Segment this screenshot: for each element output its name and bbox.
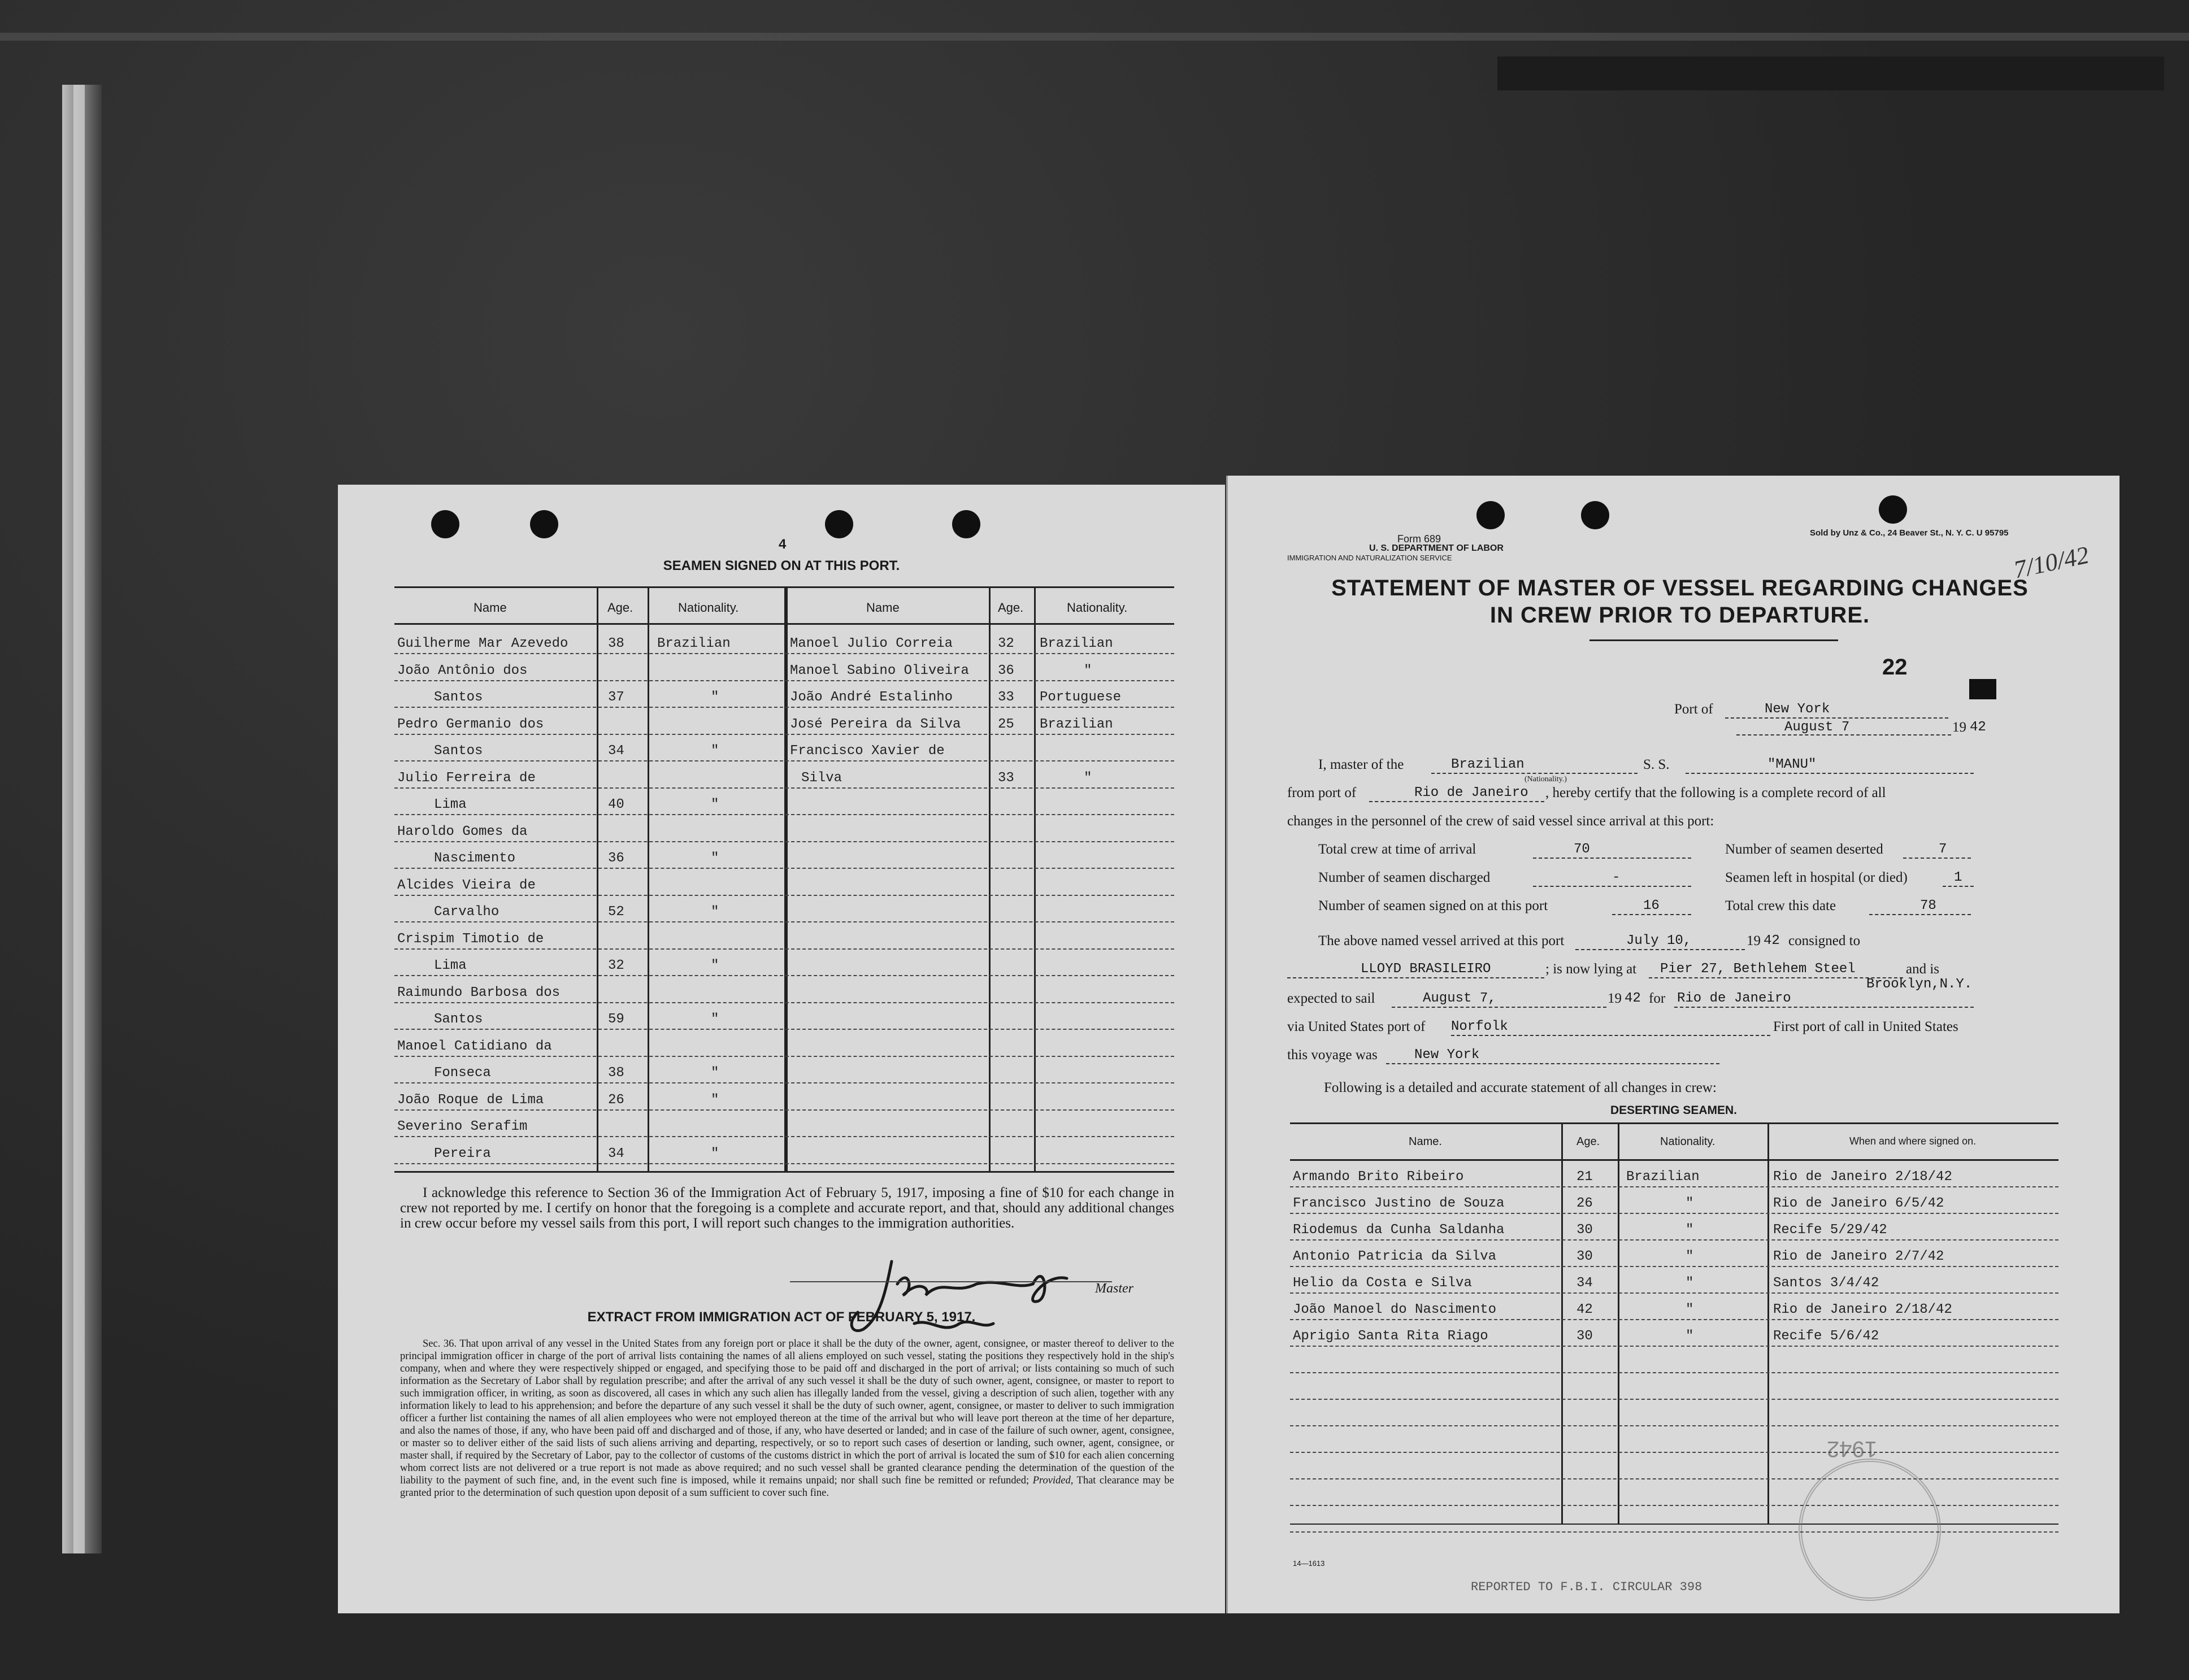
count-underline xyxy=(1903,858,1971,859)
seaman-name: Silva xyxy=(801,770,842,786)
seaman-age: 59 xyxy=(608,1012,624,1027)
row-rule xyxy=(1290,1425,2058,1426)
deserter-age: 42 xyxy=(1576,1302,1593,1317)
expected-underline xyxy=(1392,1007,1606,1008)
consignee-underline xyxy=(1287,977,1544,978)
table-rule xyxy=(394,1171,1174,1173)
stamp-year: 1942 xyxy=(1827,1437,1877,1461)
form-code: 14—1613 xyxy=(1293,1559,1325,1568)
lying-at-label: ; is now lying at xyxy=(1545,961,1637,977)
seaman-nationality: " xyxy=(711,1146,719,1161)
seaman-name: Manoel Sabino Oliveira xyxy=(790,663,969,678)
seaman-age: 40 xyxy=(608,797,624,812)
consignee: LLOYD BRASILEIRO xyxy=(1361,961,1491,977)
discharged-count: - xyxy=(1612,870,1621,885)
via-label: via United States port of xyxy=(1287,1019,1426,1034)
title-line-1: STATEMENT OF MASTER OF VESSEL REGARDING CHANGES xyxy=(1331,576,2029,600)
seaman-age: 32 xyxy=(608,958,624,973)
seaman-nationality: Brazilian xyxy=(657,636,731,651)
seaman-age: 26 xyxy=(608,1092,624,1108)
seaman-name: Guilherme Mar Azevedo xyxy=(397,636,568,651)
port-value: New York xyxy=(1765,702,1830,717)
from-port-label: from port of xyxy=(1287,785,1357,800)
punch-hole xyxy=(431,510,459,538)
table-rule xyxy=(1561,1122,1563,1524)
col-header-nationality: Nationality. xyxy=(1660,1135,1715,1148)
col-header-when-where: When and where signed on. xyxy=(1849,1135,1977,1147)
deserter-nationality: " xyxy=(1686,1276,1694,1291)
from-port-value: Rio de Janeiro xyxy=(1414,785,1528,800)
adjacent-page-highlight xyxy=(73,85,85,1553)
count-underline xyxy=(1533,858,1691,859)
row-rule xyxy=(394,1002,1174,1003)
punch-hole xyxy=(952,510,980,538)
col-header-name: Name xyxy=(474,600,507,615)
left-page xyxy=(338,485,1225,1613)
seaman-nationality: Portuguese xyxy=(1040,690,1122,705)
deserter-nationality: " xyxy=(1686,1222,1694,1238)
row-rule xyxy=(394,895,1174,896)
deserter-name: Helio da Costa e Silva xyxy=(1293,1276,1472,1291)
row-rule xyxy=(1290,1319,2058,1320)
deserter-age: 21 xyxy=(1576,1169,1593,1185)
arrived-year-prefix: 19 xyxy=(1747,933,1761,948)
expected-year: 42 xyxy=(1625,991,1641,1006)
row-rule xyxy=(394,921,1174,922)
port-underline xyxy=(1725,717,1948,719)
row-rule xyxy=(394,680,1174,681)
title-underline xyxy=(1589,639,1838,641)
row-rule xyxy=(394,787,1174,789)
row-rule xyxy=(394,1056,1174,1057)
left-hospital-label: Seamen left in hospital (or died) xyxy=(1725,870,1908,885)
seaman-name: Santos xyxy=(434,1012,483,1027)
seaman-name: João André Estalinho xyxy=(790,690,953,705)
total-crew-arrival: 70 xyxy=(1574,842,1590,857)
seaman-age: 34 xyxy=(608,1146,624,1161)
signed-on-heading: SEAMEN SIGNED ON AT THIS PORT. xyxy=(663,558,900,573)
row-rule xyxy=(394,948,1174,950)
seaman-age: 32 xyxy=(998,636,1014,651)
deserter-name: Riodemus da Cunha Saldanha xyxy=(1293,1222,1505,1238)
table-rule xyxy=(1618,1122,1619,1524)
arrived-year: 42 xyxy=(1764,933,1780,948)
row-rule xyxy=(394,734,1174,735)
master-label: Master xyxy=(1095,1281,1133,1296)
total-crew-date: 78 xyxy=(1920,898,1936,913)
form-title xyxy=(1284,574,2075,629)
deserter-signed-on: Rio de Janeiro 2/18/42 xyxy=(1773,1302,1952,1317)
deserter-name: João Manoel do Nascimento xyxy=(1293,1302,1497,1317)
deserter-name: Aprigio Santa Rita Riago xyxy=(1293,1329,1488,1344)
deserter-signed-on: Recife 5/6/42 xyxy=(1773,1329,1879,1344)
seaman-name: Pereira xyxy=(434,1146,491,1161)
seaman-name: João Roque de Lima xyxy=(397,1092,544,1108)
fbi-reported-stamp: REPORTED TO F.B.I. CIRCULAR 398 xyxy=(1471,1580,1702,1594)
table-rule xyxy=(1290,1524,2058,1525)
row-rule xyxy=(1290,1346,2058,1347)
destination-underline xyxy=(1674,1007,1974,1008)
count-underline xyxy=(1869,914,1971,915)
seaman-name: João Antônio dos xyxy=(397,663,528,678)
via-underline xyxy=(1451,1035,1770,1036)
arrived-value: July 10, xyxy=(1626,933,1692,948)
deserted-count: 7 xyxy=(1939,842,1947,857)
seaman-age: 36 xyxy=(998,663,1014,678)
right-page xyxy=(1226,476,2119,1613)
master-of-label: I, master of the xyxy=(1318,757,1404,772)
row-rule xyxy=(1290,1186,2058,1187)
redaction-mark xyxy=(1969,679,1996,699)
row-rule xyxy=(1290,1531,2058,1533)
department: U. S. DEPARTMENT OF LABOR xyxy=(1369,543,1504,553)
row-rule xyxy=(394,1163,1174,1164)
seaman-name: José Pereira da Silva xyxy=(790,716,961,732)
nationality-underline xyxy=(1431,773,1638,774)
seaman-nationality: " xyxy=(711,743,719,759)
seaman-name: Carvalho xyxy=(434,904,500,920)
seaman-name: Manoel Julio Correia xyxy=(790,636,953,651)
deserter-nationality: " xyxy=(1686,1196,1694,1211)
seaman-name: Fonseca xyxy=(434,1065,491,1081)
following-label: Following is a detailed and accurate statement of all changes in crew: xyxy=(1324,1080,1717,1095)
deserter-age: 30 xyxy=(1576,1249,1593,1264)
this-voyage-underline xyxy=(1386,1063,1719,1064)
row-rule xyxy=(1290,1505,2058,1506)
table-rule xyxy=(1290,1159,2058,1161)
seaman-age: 33 xyxy=(998,770,1014,786)
punch-hole xyxy=(1879,495,1907,524)
col-header-nationality: Nationality. xyxy=(678,600,739,615)
lying-at: Pier 27, Bethlehem Steel xyxy=(1660,961,1856,977)
count-underline xyxy=(1612,914,1691,915)
row-rule xyxy=(394,707,1174,708)
arrived-underline xyxy=(1575,949,1745,950)
form-number: Form 689 xyxy=(1397,533,1441,545)
publisher: Sold by Unz & Co., 24 Beaver St., N. Y. C. U 95795 xyxy=(1810,528,2009,538)
seaman-nationality: Brazilian xyxy=(1040,716,1113,732)
this-voyage-value: New York xyxy=(1414,1047,1480,1063)
consigned-label: consigned to xyxy=(1788,933,1861,948)
from-port-underline xyxy=(1369,801,1544,802)
expected-value: August 7, xyxy=(1423,991,1496,1006)
nationality-value: Brazilian xyxy=(1451,757,1525,772)
row-rule xyxy=(394,653,1174,654)
deserter-nationality: " xyxy=(1686,1302,1694,1317)
extract-text: That upon arrival of any vessel in the United States from any foreign port or place it shall be the duty of the owner, agent, consignee, or master thereof to deliver to the principal immigration officer in charge of the port of arrival lists containing the names of all aliens employed on such vessel, stating the positions they respectively hold in the ship's company, when and where they were respectively shipped or engaged, and specifying those to be paid off and discharged in the port of arrival; or lists containing so much of such information as the Secretary of Labor shall by regulation prescribe; and after the arrival of any such vessel it shall be the duty of such owner, agent, consignee, or master to report to such immigration officer, in writing, as soon as discovered, all cases in which any such alien has illegally landed from the vessel, giving a description of such alien, together with any information likely to lead to his apprehension; and before the departure of any such vessel it shall be the duty of such owner, agent, consignee, or master to deliver to such immigration officer a further list containing the names of all alien employees who were not employed thereon at the time of the arrival but who will leave port thereon at the time of her departure, and also the names of those, if any, who have been paid off and discharged and of those, if any, who have deserted or landed; and in case of the failure of such owner, agent, consignee, or master so to deliver either of the said lists of such aliens arriving and departing, respectively, or so to report such cases of desertion or landing, such owner, agent, consignee, or master shall, if required by the Secretary of Labor, pay to the collector of customs of the customs district in which the port of arrival is located the sum of $10 for each alien concerning whom correct lists are not delivered or a true report is not made as above required; and no such vessel shall be granted clearance pending the determination of the question of the liability to the payment of such fine, and, in the event such fine is imposed, while it remains unpaid; nor shall such fine be remitted or refunded; xyxy=(400,1338,1174,1486)
seaman-name: Crispim Timotio de xyxy=(397,931,544,947)
film-edge-dark xyxy=(1497,56,2164,90)
extract-provided: Provided, xyxy=(1032,1475,1074,1486)
seaman-nationality: " xyxy=(711,1012,719,1027)
col-header-age: Age. xyxy=(1576,1135,1600,1148)
film-edge-strip xyxy=(0,33,2189,41)
seaman-name: Julio Ferreira de xyxy=(397,770,536,786)
row-rule xyxy=(1290,1239,2058,1241)
row-rule xyxy=(1290,1213,2058,1214)
seaman-age: 37 xyxy=(608,690,624,705)
seaman-nationality: " xyxy=(711,958,719,973)
certify-text-2: changes in the personnel of the crew of said vessel since arrival at this port: xyxy=(1287,813,1714,829)
row-rule xyxy=(394,814,1174,815)
punch-hole xyxy=(1476,501,1505,529)
deserter-nationality: " xyxy=(1686,1249,1694,1264)
row-rule xyxy=(394,841,1174,842)
port-label: Port of xyxy=(1674,702,1713,717)
seaman-age: 33 xyxy=(998,690,1014,705)
deserter-signed-on: Rio de Janeiro 2/18/42 xyxy=(1773,1169,1952,1185)
expected-year-prefix: 19 xyxy=(1608,991,1622,1006)
and-is: and is xyxy=(1906,961,1940,977)
for-label: for xyxy=(1649,991,1666,1006)
row-rule xyxy=(1290,1399,2058,1400)
row-rule xyxy=(1290,1292,2058,1294)
lying-at-2: Brooklyn,N.Y. xyxy=(1866,977,1973,992)
seaman-nationality: " xyxy=(711,690,719,705)
seaman-nationality: " xyxy=(711,797,719,812)
title-line-2: IN CREW PRIOR TO DEPARTURE. xyxy=(1489,603,1870,628)
col-header-age: Age. xyxy=(998,600,1024,615)
seaman-name: Lima xyxy=(434,797,467,812)
ss-label: S. S. xyxy=(1643,757,1670,772)
deserter-age: 30 xyxy=(1576,1222,1593,1238)
seaman-nationality: " xyxy=(711,1065,719,1081)
service: IMMIGRATION AND NATURALIZATION SERVICE xyxy=(1287,554,1452,562)
extract-tail: That clearance may be granted prior to the determination of such question upon deposit of a sum sufficient to cover such fine. xyxy=(400,1475,1175,1499)
handwritten-date: 7/10/42 xyxy=(2011,541,2092,584)
via-value: Norfolk xyxy=(1451,1019,1508,1034)
seaman-nationality: " xyxy=(1084,770,1092,786)
total-crew-date-label: Total crew this date xyxy=(1725,898,1836,913)
discharged-label: Number of seamen discharged xyxy=(1318,870,1491,885)
seaman-age: 34 xyxy=(608,743,624,759)
row-rule xyxy=(1290,1266,2058,1267)
deserter-signed-on: Recife 5/29/42 xyxy=(1773,1222,1887,1238)
this-voyage-label: this voyage was xyxy=(1287,1047,1378,1063)
deserter-signed-on: Rio de Janeiro 6/5/42 xyxy=(1773,1196,1944,1211)
seaman-nationality: " xyxy=(711,904,719,920)
page-number: 4 xyxy=(779,537,787,552)
deserter-nationality: " xyxy=(1686,1329,1694,1344)
destination: Rio de Janeiro xyxy=(1677,991,1791,1006)
seaman-nationality: " xyxy=(711,1092,719,1108)
col-header-name: Name xyxy=(866,600,900,615)
seaman-name: Raimundo Barbosa dos xyxy=(397,985,561,1000)
deserter-age: 34 xyxy=(1576,1276,1593,1291)
signed-on-label: Number of seamen signed on at this port xyxy=(1318,898,1548,913)
row-rule xyxy=(394,868,1174,869)
signature-line xyxy=(790,1281,1112,1282)
deserter-name: Armando Brito Ribeiro xyxy=(1293,1169,1464,1185)
seaman-name: Santos xyxy=(434,743,483,759)
deserter-signed-on: Santos 3/4/42 xyxy=(1773,1276,1879,1291)
deserted-label: Number of seamen deserted xyxy=(1725,842,1883,857)
row-rule xyxy=(1290,1372,2058,1373)
deserting-heading: DESERTING SEAMEN. xyxy=(1610,1104,1738,1117)
deserter-name: Antonio Patricia da Silva xyxy=(1293,1249,1497,1264)
expected-label: expected to sail xyxy=(1287,991,1375,1006)
extract-section: Sec. 36. xyxy=(423,1338,457,1350)
first-port-label: First port of call in United States xyxy=(1773,1019,1958,1034)
deserter-age: 30 xyxy=(1576,1329,1593,1344)
ship-name: "MANU" xyxy=(1767,757,1817,772)
seaman-nationality: " xyxy=(1084,663,1092,678)
row-rule xyxy=(394,1109,1174,1111)
year-value: 42 xyxy=(1970,720,1986,735)
deserter-age: 26 xyxy=(1576,1196,1593,1211)
count-underline xyxy=(1533,886,1691,887)
lying-at-underline xyxy=(1649,977,1903,978)
seaman-name: Pedro Germanio dos xyxy=(397,716,544,732)
sheet-number: 22 xyxy=(1882,655,1908,680)
seaman-nationality: " xyxy=(711,851,719,866)
table-rule xyxy=(1767,1122,1769,1524)
seaman-age: 38 xyxy=(608,636,624,651)
punch-hole xyxy=(1581,501,1609,529)
deserter-name: Francisco Justino de Souza xyxy=(1293,1196,1505,1211)
signed-on-count: 16 xyxy=(1643,898,1660,913)
seaman-name: Manoel Catidiano da xyxy=(397,1038,552,1054)
seaman-name: Severino Serafim xyxy=(397,1119,528,1134)
row-rule xyxy=(1290,1478,2058,1479)
seaman-name: Santos xyxy=(434,690,483,705)
deserter-signed-on: Rio de Janeiro 2/7/42 xyxy=(1773,1249,1944,1264)
row-rule xyxy=(394,1136,1174,1137)
row-rule xyxy=(394,975,1174,976)
punch-hole xyxy=(530,510,558,538)
total-crew-arrival-label: Total crew at time of arrival xyxy=(1318,842,1476,857)
extract-body xyxy=(400,1338,1174,1499)
row-rule xyxy=(1290,1452,2058,1453)
acknowledgement-text: I acknowledge this reference to Section 36 of the Immigration Act of February 5, 1917, imposing a fine of $10 for each change in crew not reported by me. I certify on honor that the foregoing is a complete and accurate report, and that, should any additional changes in crew occur before my vessel sails from this port, I will report such changes to the immigration authorities. xyxy=(400,1185,1174,1231)
ship-underline xyxy=(1686,773,1974,774)
seaman-name: Haroldo Gomes da xyxy=(397,824,528,839)
row-rule xyxy=(394,760,1174,761)
seaman-age: 25 xyxy=(998,716,1014,732)
seaman-nationality: Brazilian xyxy=(1040,636,1113,651)
seaman-age: 52 xyxy=(608,904,624,920)
seaman-name: Nascimento xyxy=(434,851,516,866)
row-rule xyxy=(394,1029,1174,1030)
seaman-name: Francisco Xavier de xyxy=(790,743,945,759)
master-signature xyxy=(829,1244,1089,1346)
col-header-age: Age. xyxy=(607,600,633,615)
certify-text: , hereby certify that the following is a complete record of all xyxy=(1545,785,1886,800)
deserter-nationality: Brazilian xyxy=(1626,1169,1700,1185)
seaman-age: 36 xyxy=(608,851,624,866)
seaman-name: Alcides Vieira de xyxy=(397,877,536,893)
nationality-caption: (Nationality.) xyxy=(1525,775,1567,784)
table-rule xyxy=(1290,1122,2058,1124)
extract-heading: EXTRACT FROM IMMIGRATION ACT OF FEBRUARY 5, 1917. xyxy=(587,1309,976,1325)
punch-hole xyxy=(825,510,853,538)
date-value: August 7 xyxy=(1784,720,1850,735)
circular-stamp xyxy=(1799,1459,1941,1601)
arrived-label: The above named vessel arrived at this port xyxy=(1318,933,1565,948)
year-prefix: 19 xyxy=(1952,720,1966,735)
left-hospital-count: 1 xyxy=(1954,870,1962,885)
col-header-nationality: Nationality. xyxy=(1067,600,1128,615)
col-header-name: Name. xyxy=(1409,1135,1442,1148)
seaman-age: 38 xyxy=(608,1065,624,1081)
count-underline xyxy=(1943,886,1974,887)
row-rule xyxy=(394,1082,1174,1083)
seaman-name: Lima xyxy=(434,958,467,973)
